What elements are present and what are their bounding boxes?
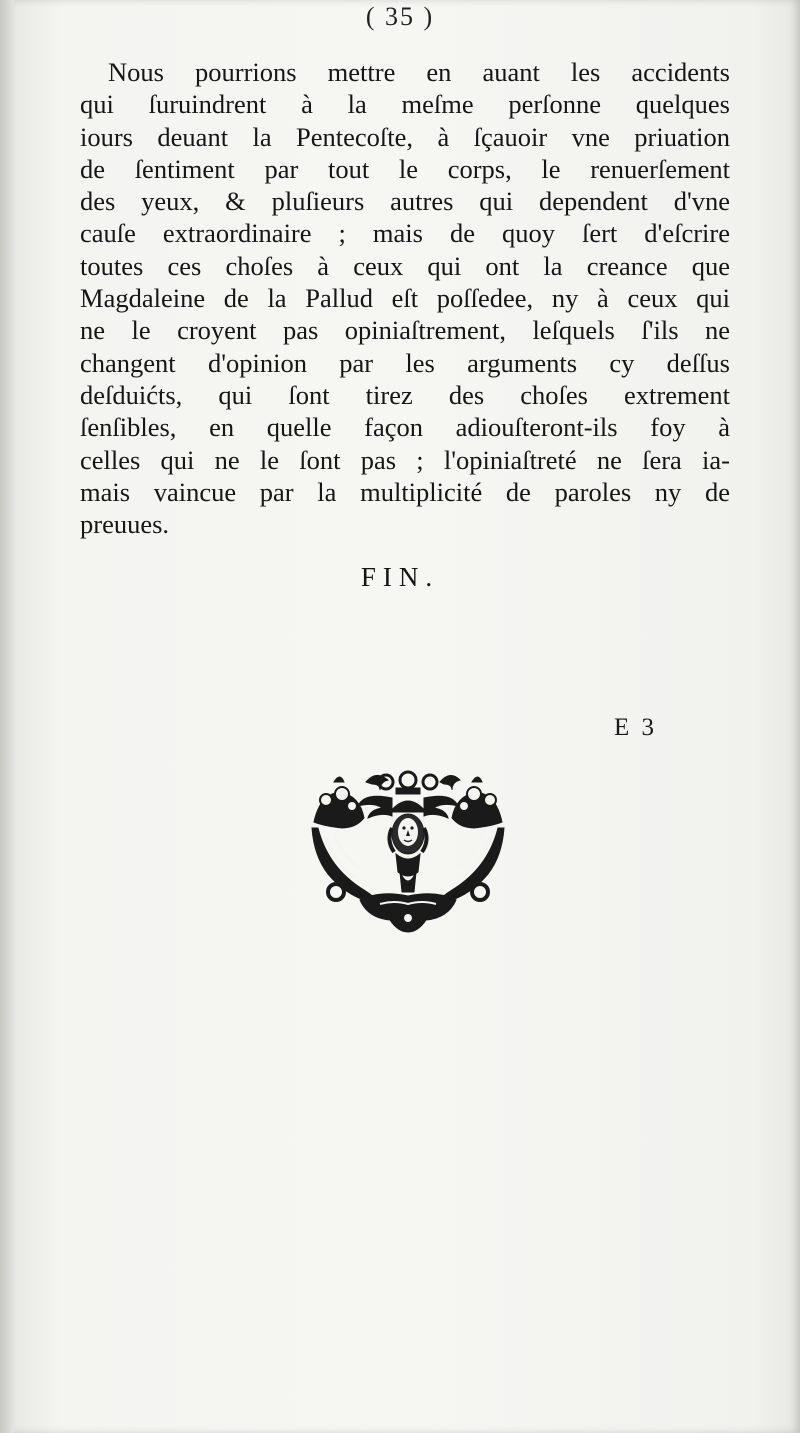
- text-line: iours deuant la Pentecoſte, à ſçauoir vne priuation: [80, 121, 730, 152]
- main-paragraph: [80, 56, 730, 540]
- text-line: qui ſuruindrent à la meſme perſonne quelques: [80, 89, 730, 120]
- text-line: preuues.: [80, 509, 170, 540]
- text-line: celles qui ne le ſont pas ; l'opiniaſtreté ne ſera ia-: [80, 444, 730, 475]
- fleuron-ornament-icon: [300, 768, 516, 936]
- signature-mark: E 3: [614, 714, 655, 741]
- text-line: toutes ces choſes à ceux qui ont la creance que: [80, 250, 730, 281]
- text-line: ne le croyent pas opiniaſtrement, leſquels ſ'ils ne: [80, 315, 730, 346]
- text-line: Nous pourrions mettre en auant les accidents: [108, 57, 730, 87]
- text-line: Magdaleine de la Pallud eſt poſſedee, ny à ceux qui: [80, 283, 730, 314]
- text-line: deſduićts, qui ſont tirez des choſes extrement: [80, 379, 730, 410]
- text-line: mais vaincue par la multiplicité de paroles ny de: [80, 476, 730, 507]
- text-line: ſenſibles, en quelle façon adiouſteront-ils foy à: [80, 412, 730, 443]
- fin-heading: FIN.: [360, 562, 440, 592]
- text-line: changent d'opinion par les arguments cy deſſus: [80, 347, 730, 378]
- page-number: ( 35 ): [365, 2, 435, 31]
- page-gutter-edge: [0, 0, 14, 1433]
- text-line: des yeux, & pluſieurs autres qui dependent d'vne: [80, 186, 730, 217]
- text-line: cauſe extraordinaire ; mais de quoy ſert d'eſcrire: [80, 218, 730, 249]
- text-line: de ſentiment par tout le corps, le renuerſement: [80, 153, 730, 184]
